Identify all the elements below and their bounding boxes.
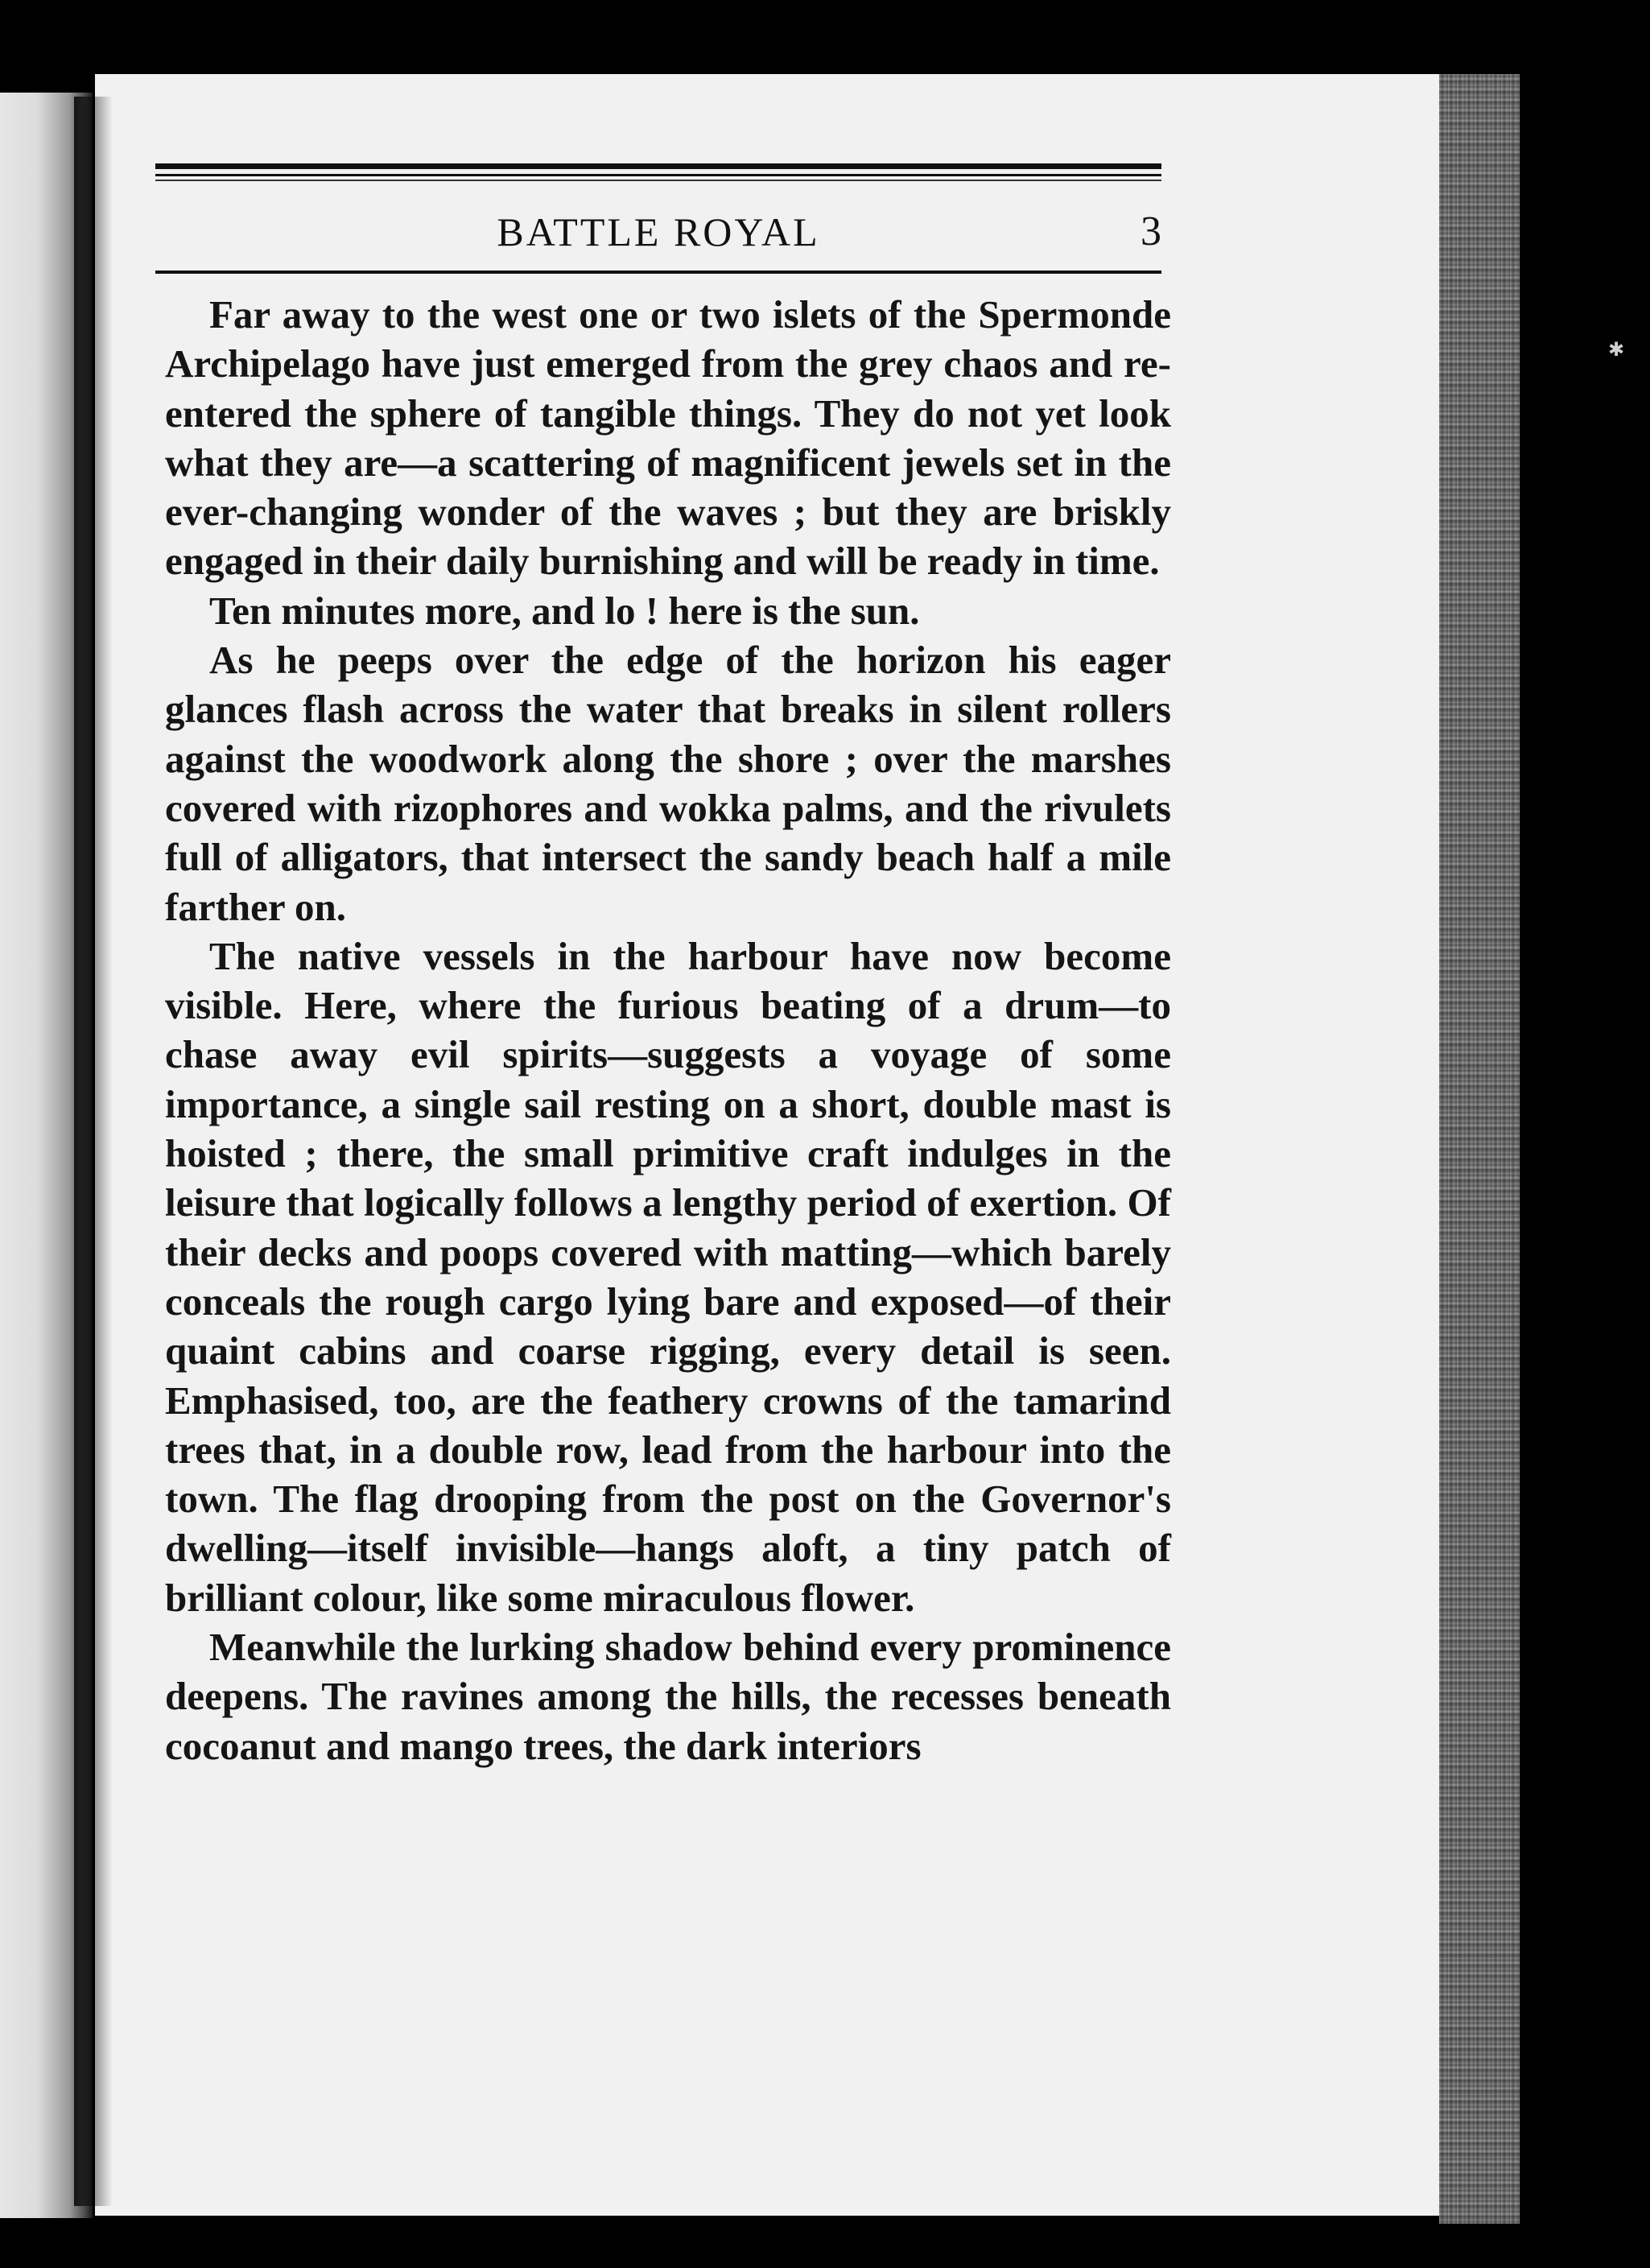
header-rule-thick: [155, 163, 1161, 169]
paragraph: Meanwhile the lurking shadow behind every prominence deepens. The ravines among the hills, the recesses beneath cocoanut and mango trees, the dark interiors: [165, 1625, 1171, 1768]
paragraph: As he peeps over the edge of the horizon his eager glances flash across the water that breaks in silent rollers against the woodwork along the shore ; over the marshes covered with rizophores and wokka palms, and the rivulets full of alligators, that intersect the sandy beach half a mile farther on.: [165, 638, 1171, 929]
paragraph: Ten minutes more, and lo ! here is the sun.: [209, 588, 920, 633]
page-fore-edge-texture: [1439, 74, 1520, 2224]
body-text: [165, 290, 1171, 1770]
running-head: [155, 200, 1161, 264]
scan-speck-mark: ✱: [1608, 338, 1625, 361]
gutter-shadow: [74, 97, 113, 2206]
paragraph: Far away to the west one or two islets of the Spermonde Archipelago have just emerged from the grey chaos and re-entered the sphere of tangible things. They do not yet look what they are—a scattering of magnificent jewels set in the ever-changing wonder of the waves ; but they are briskly engaged in their daily burnishing and will be ready in time.: [165, 292, 1171, 584]
running-head-title: BATTLE ROYAL: [497, 209, 820, 254]
paragraph: The native vessels in the harbour have now become visible. Here, where the furious beating of a drum—to chase away evil spirits—suggests a voyage of some importance, a single sail resting on a short, double mast is hoisted ; there, the small primitive craft indulges in the leisure that logically follows a lengthy period of exertion. Of their decks and poops covered with matting—which barely conceals the rough cargo lying bare and exposed—of their quaint cabins and coarse rigging, every detail is seen. Emphasised, too, are the feathery crowns of the tamarind trees that, in a double row, lead from the harbour into the town. The flag drooping from the post on the Governor's dwelling—itself invisible—hangs aloft, a tiny patch of brilliant colour, like some miraculous flower.: [165, 933, 1171, 1620]
header-rule-thin: [155, 174, 1161, 176]
page-number: 3: [1141, 209, 1161, 254]
header-rule-hairline: [155, 180, 1161, 181]
running-head-rule: [155, 271, 1161, 274]
